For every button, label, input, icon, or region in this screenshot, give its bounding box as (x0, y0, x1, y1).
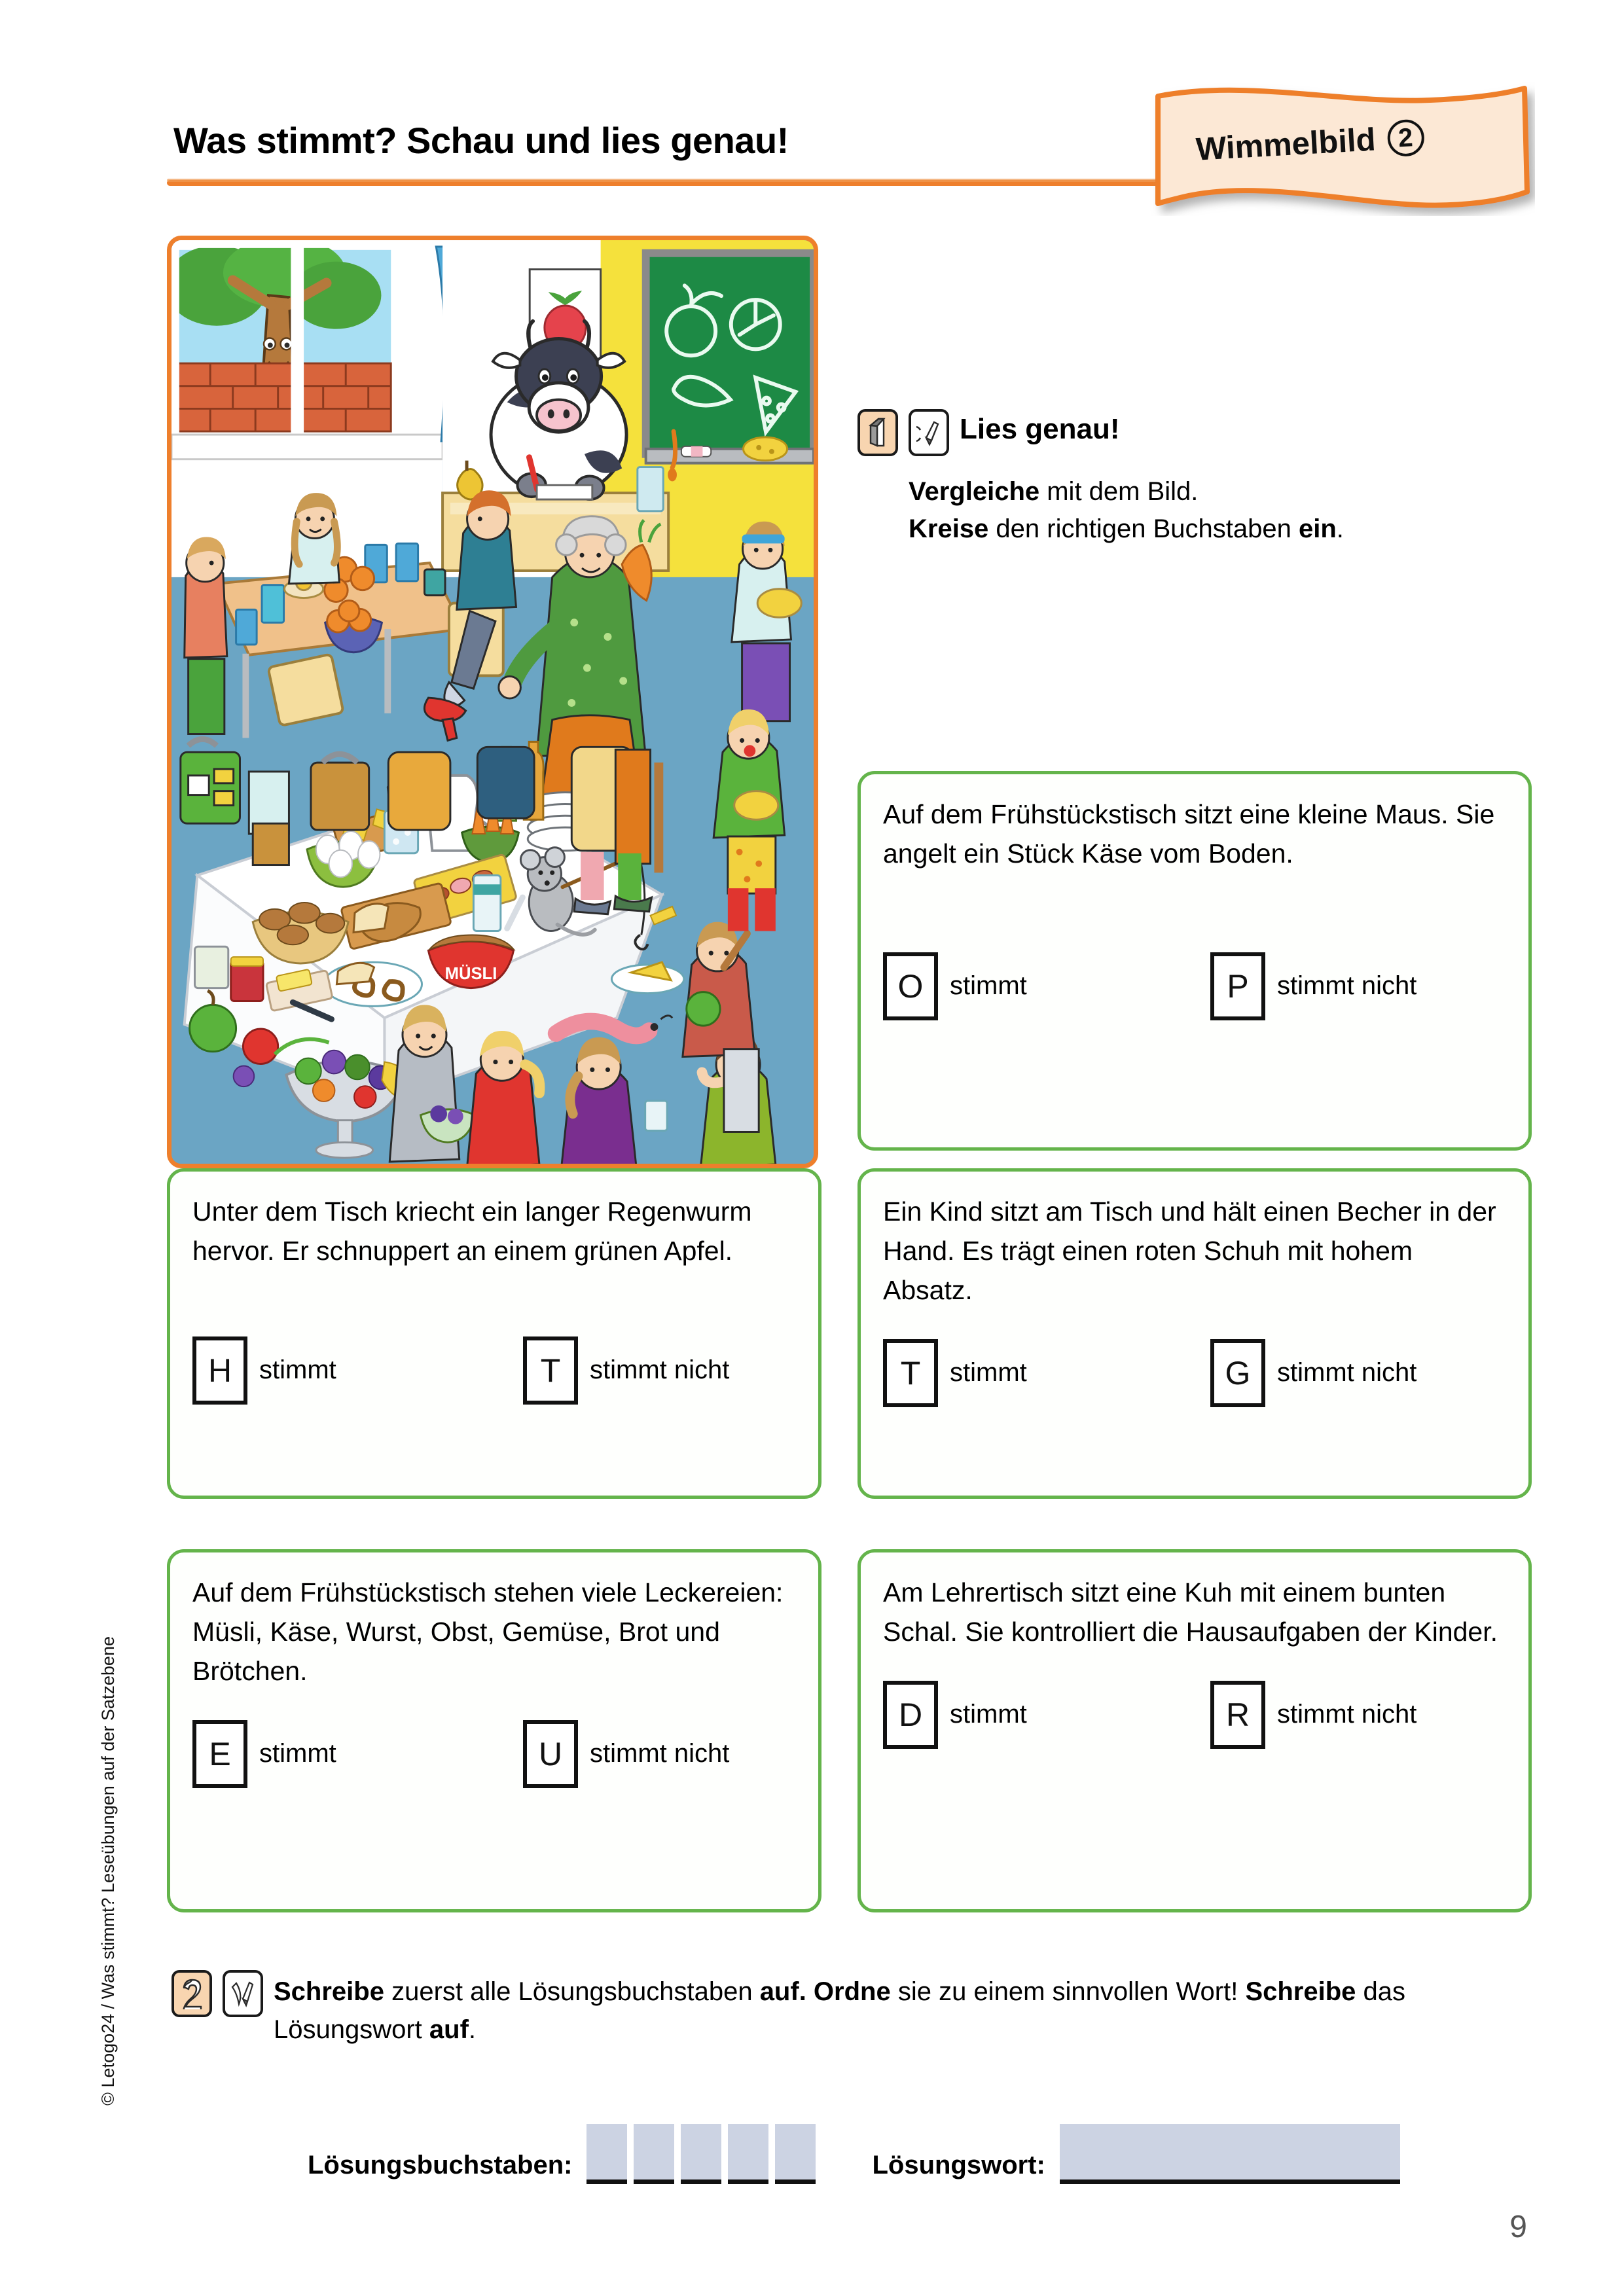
task-1-pencil-badge (909, 409, 949, 456)
ribbon-number-badge: 2 (1386, 118, 1425, 157)
answer-letter-box[interactable]: T (523, 1336, 578, 1405)
answer-letter-box[interactable]: H (192, 1336, 247, 1405)
task-2-bold-1: Schreibe (274, 1977, 384, 2006)
page-number: 9 (1509, 2210, 1527, 2244)
statement-card[interactable] (167, 1549, 821, 1912)
task-1 (857, 409, 1532, 548)
task-2-instructions (274, 1973, 1533, 2049)
answer-option-true[interactable] (883, 1339, 1210, 1407)
answer-letter-box[interactable]: T (883, 1339, 938, 1407)
statement-card[interactable] (167, 1168, 821, 1499)
answer-letter-box[interactable]: G (1210, 1339, 1265, 1407)
answer-label: stimmt (259, 1355, 336, 1385)
letter-slot[interactable] (728, 2124, 768, 2184)
answer-label: stimmt nicht (590, 1739, 730, 1768)
statement-text: Auf dem Frühstückstisch stehen viele Leckereien: Müsli, Käse, Wurst, Obst, Gemüse, Brot und Brötchen. (192, 1577, 784, 1686)
task-2-mid-1: zuerst alle Lösungsbuchstaben (384, 1977, 760, 2006)
task-1-header (857, 409, 1532, 456)
answer-option-true[interactable] (883, 1681, 1210, 1749)
answer-option-false[interactable] (1210, 952, 1416, 1020)
answer-entry-row (308, 2124, 1538, 2184)
answer-option-false[interactable] (523, 1720, 729, 1788)
answer-label: stimmt (950, 1700, 1027, 1729)
task-1-number-badge (857, 409, 898, 456)
answer-label: stimmt (950, 971, 1027, 1001)
pencil-icon (916, 418, 941, 447)
task-2-header (171, 1970, 1533, 2049)
task-1-line2-end: . (1336, 514, 1344, 543)
copyright-sidebar: © Letogo24 / Was stimmt? Leseübungen auf der Satzebene (98, 1636, 118, 2106)
answer-label: stimmt nicht (590, 1355, 730, 1385)
number-one-3d-icon (867, 417, 889, 448)
answer-label: stimmt nicht (1277, 1700, 1417, 1729)
statement-text: Am Lehrertisch sitzt eine Kuh mit einem bunten Schal. Sie kontrolliert die Hausaufgaben der Kinder. (883, 1577, 1498, 1647)
statement-card[interactable] (857, 771, 1532, 1151)
loesungswort-input[interactable] (1060, 2124, 1400, 2184)
letter-slot[interactable] (681, 2124, 721, 2184)
task-1-line2-bold2: ein (1298, 514, 1337, 543)
answer-option-false[interactable] (523, 1336, 729, 1405)
task-1-line-1 (909, 473, 1532, 511)
wimmelbild-ribbon (1149, 82, 1535, 216)
answer-label: stimmt nicht (1277, 971, 1417, 1001)
answer-letter-box[interactable]: O (883, 952, 938, 1020)
wimmelbild-illustration (167, 236, 818, 1168)
statement-text: Ein Kind sitzt am Tisch und hält einen Becher in der Hand. Es trägt einen roten Schuh mit hohem Absatz. (883, 1196, 1496, 1305)
answer-letter-box[interactable]: U (523, 1720, 578, 1788)
answer-label: stimmt (259, 1739, 336, 1768)
letter-slot[interactable] (586, 2124, 627, 2184)
answer-options (192, 1336, 796, 1405)
page-title: Was stimmt? Schau und lies genau! (173, 120, 789, 161)
letter-slot[interactable] (634, 2124, 674, 2184)
illustration-svg (171, 240, 814, 1164)
answer-option-true[interactable] (192, 1336, 523, 1405)
task-2-end: . (468, 2015, 477, 2044)
pen-icon (230, 1979, 255, 2008)
answer-letter-box[interactable]: E (192, 1720, 247, 1788)
answer-option-false[interactable] (1210, 1681, 1416, 1749)
answer-option-true[interactable] (883, 952, 1210, 1020)
answer-label: stimmt (950, 1358, 1027, 1388)
task-1-line-2 (909, 511, 1532, 548)
answer-options (883, 1681, 1506, 1749)
loesungsbuchstaben-slots[interactable] (586, 2124, 816, 2184)
loesungswort-label: Lösungswort: (872, 2151, 1045, 2179)
task-2-bold-2: auf. Ordne (759, 1977, 891, 2006)
letter-slot[interactable] (775, 2124, 816, 2184)
answer-option-true[interactable] (192, 1720, 523, 1788)
answer-options (192, 1720, 796, 1788)
statement-card[interactable] (857, 1168, 1532, 1499)
answer-option-false[interactable] (1210, 1339, 1416, 1407)
task-2 (171, 1970, 1533, 2049)
task-2-bold-3: Schreibe (1245, 1977, 1356, 2006)
task-2-pen-badge (223, 1970, 263, 2017)
task-1-instructions (909, 473, 1532, 548)
answer-options (883, 1339, 1506, 1407)
statement-text: Auf dem Frühstückstisch sitzt eine kleine Maus. Sie angelt ein Stück Käse vom Boden. (883, 799, 1495, 869)
task-2-mid-2: sie zu einem sinnvollen Wort! (890, 1977, 1246, 2006)
task-1-line1-rest: mit dem Bild. (1039, 477, 1199, 506)
loesungsbuchstaben-label: Lösungsbuchstaben: (308, 2151, 573, 2179)
answer-letter-box[interactable]: D (883, 1681, 938, 1749)
ribbon-label: Wimmelbild (1195, 122, 1377, 168)
answer-letter-box[interactable]: R (1210, 1681, 1265, 1749)
number-two-3d-icon (181, 1978, 203, 2009)
task-1-line1-bold: Vergleiche (909, 477, 1040, 506)
answer-label: stimmt nicht (1277, 1358, 1417, 1388)
muesli-label: MÜSLI (444, 964, 497, 983)
task-2-bold-4: auf (429, 2015, 469, 2044)
answer-letter-box[interactable]: P (1210, 952, 1265, 1020)
task-2-number-badge (171, 1970, 212, 2017)
answer-options (883, 952, 1506, 1020)
statement-text: Unter dem Tisch kriecht ein langer Regenwurm hervor. Er schnuppert an einem grünen Apfel. (192, 1196, 752, 1266)
task-1-line2-mid: den richtigen Buchstaben (988, 514, 1299, 543)
task-2-mid-3: das Lösungswort (274, 1977, 1406, 2044)
statement-card[interactable] (857, 1549, 1532, 1912)
task-1-title: Lies genau! (960, 413, 1120, 445)
task-1-line2-bold: Kreise (909, 514, 989, 543)
